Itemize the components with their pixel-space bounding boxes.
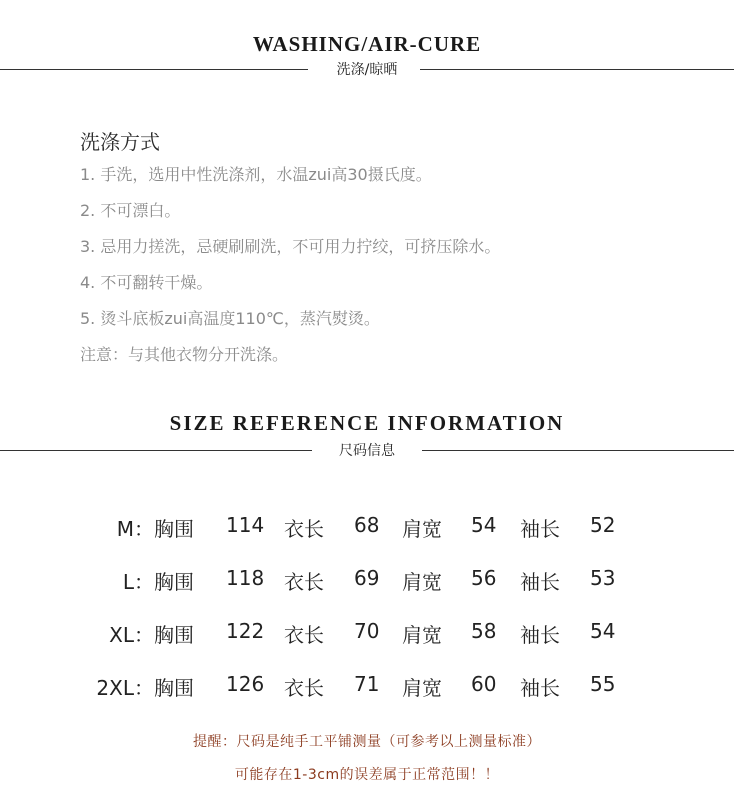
washing-note: 注意：与其他衣物分开洗涤。: [80, 345, 289, 364]
length-value: 68: [354, 513, 380, 537]
length-value: 69: [354, 566, 380, 590]
size-title-en: SIZE REFERENCE INFORMATION: [169, 411, 565, 435]
shoulder-value: 60: [471, 672, 497, 696]
size-divider: [0, 441, 734, 461]
size-label: 2XL：: [96, 676, 154, 700]
washing-item: 5. 烫斗底板zui高温度110℃，蒸汽熨烫。: [80, 309, 380, 328]
sleeve-label: 袖长: [520, 623, 560, 647]
size-label: L：: [122, 570, 154, 594]
length-value: 71: [354, 672, 380, 696]
sleeve-value: 52: [590, 513, 616, 537]
chest-label: 胸围: [154, 623, 194, 647]
shoulder-label: 肩宽: [402, 570, 442, 594]
chest-value: 126: [226, 672, 265, 696]
shoulder-label: 肩宽: [402, 517, 442, 541]
length-label: 衣长: [284, 623, 324, 647]
size-row-xl: [0, 611, 734, 664]
size-label: M：: [116, 517, 154, 541]
washing-divider: [0, 60, 734, 80]
size-table: [0, 505, 734, 717]
divider-line-right: [422, 450, 734, 451]
size-row-l: [0, 558, 734, 611]
washing-item: 1. 手洗，选用中性洗涤剂，水温zui高30摄氏度。: [80, 165, 432, 184]
shoulder-value: 54: [471, 513, 497, 537]
length-value: 70: [354, 619, 380, 643]
measurement-tolerance-note: 可能存在1-3cm的误差属于正常范围！！: [234, 767, 500, 783]
sleeve-label: 袖长: [520, 517, 560, 541]
shoulder-label: 肩宽: [402, 676, 442, 700]
length-label: 衣长: [284, 676, 324, 700]
chest-value: 118: [226, 566, 265, 590]
length-label: 衣长: [284, 517, 324, 541]
size-row-2xl: [0, 664, 734, 717]
washing-item: 4. 不可翻转干燥。: [80, 273, 213, 292]
chest-value: 114: [226, 513, 265, 537]
washing-title-cn: 洗涤/晾晒: [336, 62, 398, 78]
size-label: XL：: [109, 623, 154, 647]
size-row-m: [0, 505, 734, 558]
sleeve-value: 55: [590, 672, 616, 696]
size-title-cn: 尺码信息: [339, 443, 395, 459]
washing-item: 3. 忌用力搓洗，忌硬刷刷洗，不可用力拧绞，可挤压除水。: [80, 237, 501, 256]
chest-label: 胸围: [154, 570, 194, 594]
sleeve-label: 袖长: [520, 570, 560, 594]
measurement-reminder: 提醒：尺码是纯手工平铺测量（可参考以上测量标准）: [193, 734, 541, 750]
washing-item: 2. 不可漂白。: [80, 201, 181, 220]
shoulder-label: 肩宽: [402, 623, 442, 647]
divider-line-right: [420, 69, 734, 70]
shoulder-value: 56: [471, 566, 497, 590]
shoulder-value: 58: [471, 619, 497, 643]
chest-label: 胸围: [154, 517, 194, 541]
chest-label: 胸围: [154, 676, 194, 700]
chest-value: 122: [226, 619, 265, 643]
sleeve-value: 53: [590, 566, 616, 590]
washing-instructions: [80, 129, 500, 381]
washing-method-heading: 洗涤方式: [80, 130, 160, 154]
sleeve-value: 54: [590, 619, 616, 643]
length-label: 衣长: [284, 570, 324, 594]
sleeve-label: 袖长: [520, 676, 560, 700]
washing-title-en: WASHING/AIR-CURE: [252, 32, 482, 56]
